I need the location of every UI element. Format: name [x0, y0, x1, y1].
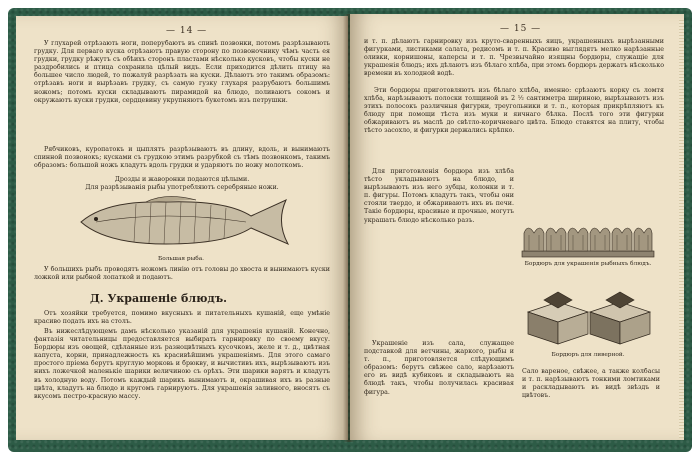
body-paragraph: Для разрѣзыванія рыбы употребляютъ серебряные ножи. — [85, 184, 279, 191]
figure-caption: Бордюръ для ливерной. — [551, 352, 625, 358]
body-paragraph: и т. п. дѣлаютъ гарнировку изъ круто-сваренныхъ яицъ, украшенныхъ вырѣзанными фигурками, листиками салата, редисомъ и т. п. Красиво выглядятъ мелко нарѣзанные оливки, корнишоны, каперсы и т. п. Чрезвычайно изящны бордюры, служащіе для украшенія блюдъ; ихъ дѣлаютъ изъ бѣлаго хлѣба, при этомъ бордюръ держатъ нѣсколько времени въ холодной водѣ. — [364, 38, 664, 78]
left-page — [16, 16, 348, 440]
body-paragraph: Рябчиковъ, куропатокъ и цыплятъ разрѣзываютъ въ длину, вдоль, и вынимаютъ спинной позвонокъ; кусками съ грудкою этимъ разрубкой съ тѣмъ позвонкомъ, такимъ образомъ: большой ножъ кладутъ вдоль грудки и ударяютъ по ножу молоткомъ. — [34, 146, 330, 170]
body-paragraph: Эти бордюры приготовляютъ изъ бѣлаго хлѣба, именно: срѣзаютъ корку съ ломтя хлѣба, нарѣзываютъ полоски толщиной въ 2 ½ сантиметра шириною, вырѣзываютъ изъ этихъ полосокъ различныя фигурки, треугольники и т. п., которыя прикрѣпляютъ къ блюду при помощи тѣста изъ муки и яичнаго бѣлка. Послѣ того эти фигурки обжариваютъ въ маслѣ до свѣтло-коричневаго цвѣта. Блюдо ставятся на плиту, чтобы тѣсто засохло, и фигурки держались крѣпко. — [364, 87, 664, 135]
body-paragraph: У глухарей отрѣзають ноги, поперубаютъ въ спинѣ позвонки, потомъ разрѣзывають грудку. Для перваго куска отрѣзаютъ правую сторону по позвоночнику чѣмъ часть ея грудки, грудку рѣжутъ съ обѣихъ сторонъ пластами нѣсколько кусковъ, чтобы куски не раздробились и птица сохранила цѣлый видъ. Если приходится дѣлить птицу на большее число людей, то пожалуй разрѣзать на куски. Дѣлаютъ это такимъ образомъ: отрѣзавъ ноги и вырѣзавъ грудку, съ самую гузку глухаря разрубаютъ большимъ ножомъ; потомъ куски складываютъ пирамидой на блюдо, поливаютъ сокомъ и окружаютъ куски грудки, сердцевину укрупняютъ букетомъ изъ петрушки. — [34, 40, 330, 104]
body-paragraph: Дрозды и жаворонки подаются цѣлыми. — [114, 176, 250, 183]
page-number: — 15 — — [500, 24, 542, 34]
page-number: — 14 — — [166, 26, 208, 36]
body-paragraph: Украшеніе изъ сала, служащее подставкой для ветчины, жаркого, рыбы и т. п., приготовляется слѣдующимъ образомъ: берутъ свѣжее сало, нарѣзаютъ его въ видѣ кубиковъ и складываютъ на блюдѣ такъ, чтобы получилась красивая фигура. — [364, 340, 514, 396]
right-page — [350, 14, 684, 440]
bread-border-illustration — [520, 219, 656, 259]
body-paragraph: Въ нижеслѣдующемъ дамъ нѣсколько указаній для украшенія кушаній. Конечно, фантазія читательницы предоставляется выбирать гарнировку по своему вкусу. Бордюры изъ овощей, сдѣланные изъ разноцвѣтныхъ кусочковъ, желе и т. д., цвѣтная капуста, корни, принадлежность къ красивѣйшимъ украшеніямъ. Для этого самаго простого пріема берутъ круглую морковь и брюкву, и вычистивъ ихъ, вырѣзываютъ изъ нихъ ложечкой маленькіе шарики величиною съ орѣхъ. Эти шарики варятъ и кладутъ въ холодную воду. Потомъ каждый шарикъ вынимаютъ и, окрашивая ихъ въ разные цвѣта, кладутъ на блюдо и кругомъ гарнируютъ. Для украшенія заливного, вносятъ съ вкусомъ пестро-красную массу. — [34, 328, 330, 400]
body-paragraph: У большихъ рыбъ проводятъ ножомъ линію отъ головы до хвоста и вынимаютъ куски ложкой или рыбной лопаткой и подаютъ. — [34, 266, 330, 282]
figure-caption: Бордюръ для украшенія рыбныхъ блюдъ. — [524, 261, 652, 267]
aspic-border-illustration — [522, 282, 656, 348]
body-paragraph: Отъ хозяйки требуется, помимо вкусныхъ и питательныхъ кушаній, еще умѣніе красиво подать ихъ на столъ. — [34, 310, 330, 326]
fish-illustration — [76, 192, 296, 252]
page-edges — [679, 20, 684, 438]
body-paragraph: Сало вареное, свѣжее, а также колбасы и т. п. нарѣзываютъ тонкими ломтиками и раскладываютъ въ видѣ звѣздъ и цвѣтовъ. — [522, 368, 660, 400]
figure-caption: Большая рыба. — [157, 256, 205, 262]
body-paragraph: Для приготовленія бордюра изъ хлѣба тѣсто укладываютъ на блюдо, и вырѣзываютъ изъ него зубцы, колонки и т. п. фигуры. Потомъ кладутъ такъ, чтобы они стояли твердо, и обжариваютъ ихъ въ печи. Такіе бордюры, красивые и прочные, могутъ украшать блюдо нѣсколько разъ. — [364, 168, 514, 224]
section-heading: Д. Украшеніе блюдъ. — [90, 292, 227, 305]
